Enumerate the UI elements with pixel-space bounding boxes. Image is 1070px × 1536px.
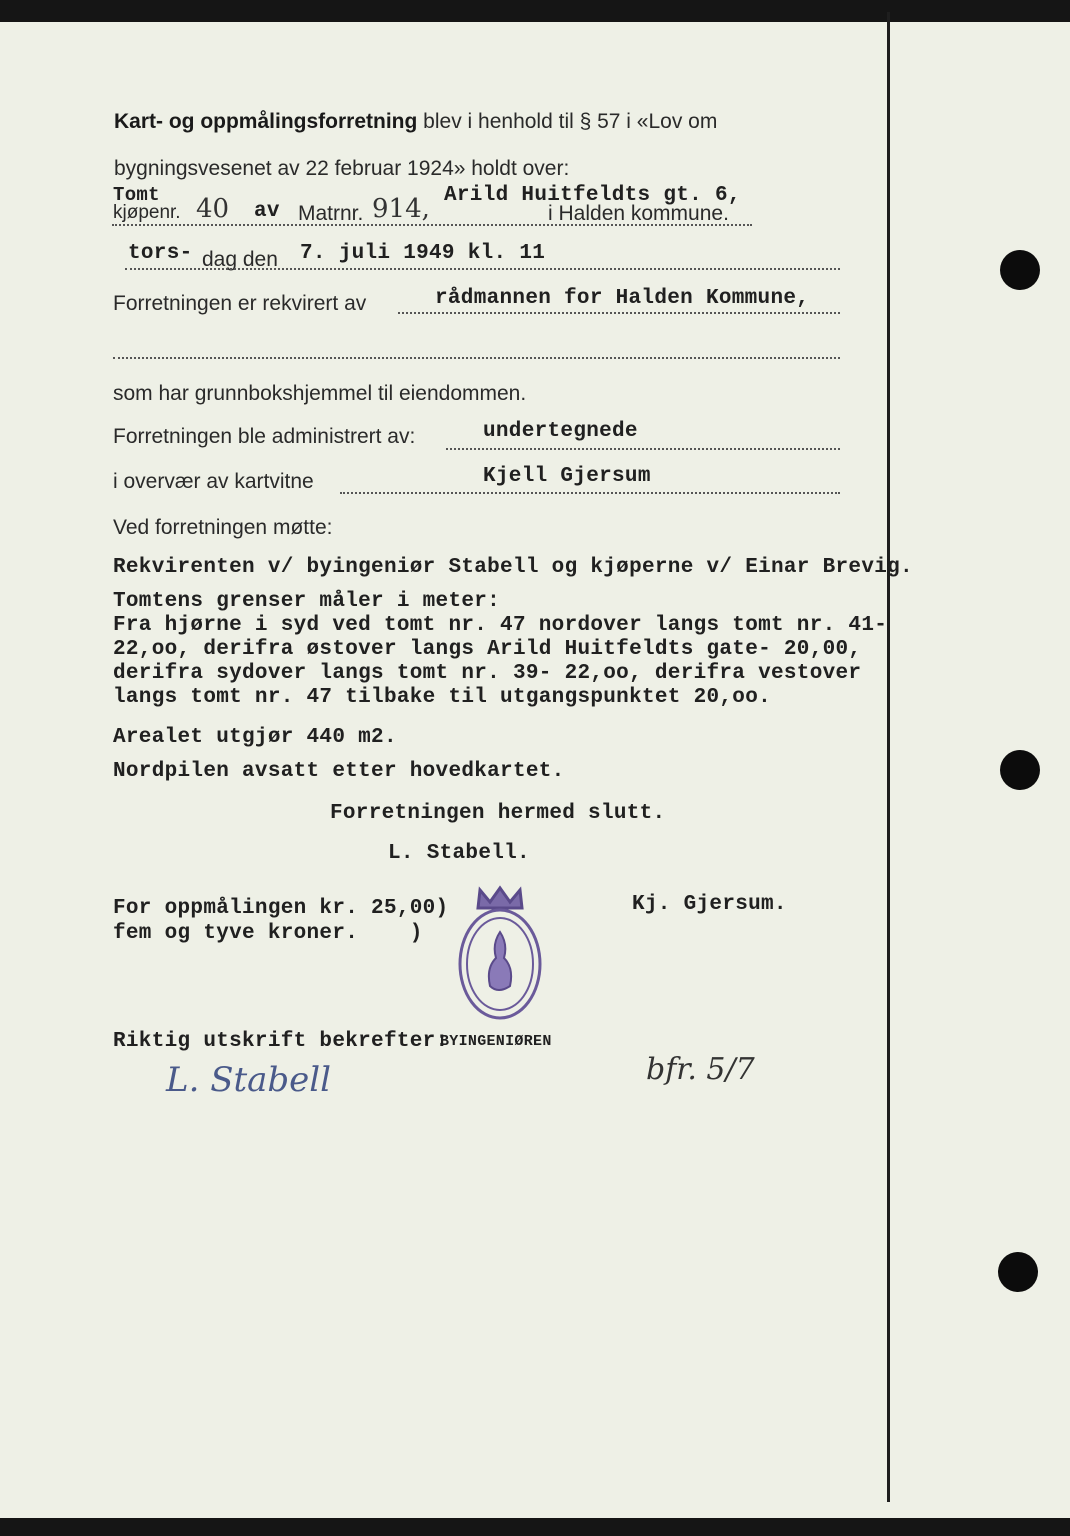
header-line-1 [114, 110, 717, 134]
kartvitne-label: i overvær av kartvitne [113, 470, 314, 493]
body-line: Fra hjørne i syd ved tomt nr. 47 nordover langs tomt nr. 41- [113, 614, 888, 637]
dotted-line [125, 268, 840, 270]
scan-bottom-band [0, 1518, 1070, 1536]
handwritten-signature: L. Stabell [166, 1060, 332, 1100]
body-line: Nordpilen avsatt etter hovedkartet. [113, 760, 565, 783]
scan-top-band [0, 0, 1070, 22]
kartvitne-value: Kjell Gjersum [483, 465, 651, 488]
address-value: Arild Huitfeldts gt. 6, [444, 184, 741, 207]
dotted-line [112, 224, 752, 226]
body-line: 22,oo, derifra østover langs Arild Huitfeldts gate- 20,00, [113, 638, 862, 661]
punch-hole-icon [1000, 250, 1040, 290]
punch-hole-icon [1000, 750, 1040, 790]
fee-line-1: For oppmålingen kr. 25,00) [113, 897, 449, 920]
margin-rule [887, 12, 890, 1502]
administrert-value: undertegnede [483, 420, 638, 443]
header-intro-rest: blev i henhold til § 57 i «Lov om [423, 110, 718, 133]
dotted-line [340, 492, 840, 494]
header-line-2: bygningsvesenet av 22 februar 1924» holdt over: [114, 157, 570, 180]
kjopenr-label: kjøpenr. [113, 202, 181, 223]
stamp-text: BYINGENIØREN [440, 1033, 552, 1050]
fee-line-2: fem og tyve kroner. ) [113, 922, 423, 945]
motte-label: Ved forretningen møtte: [113, 516, 333, 539]
punch-hole-icon [998, 1252, 1038, 1292]
av-label: av [254, 200, 280, 223]
rekvirert-label: Forretningen er rekvirert av [113, 292, 367, 315]
dotted-line [398, 312, 840, 314]
signer-name: L. Stabell. [388, 842, 530, 865]
body-line: derifra sydover langs tomt nr. 39- 22,oo, derifra vestover [113, 662, 862, 685]
handwritten-note: bfr. 5/7 [646, 1052, 755, 1087]
tomt-label: Tomt [113, 184, 160, 206]
date-value: 7. juli 1949 kl. 11 [300, 242, 546, 265]
body-line: Rekvirenten v/ byingeniør Stabell og kjøperne v/ Einar Brevig. [113, 556, 913, 579]
weekday-value: tors- [128, 242, 193, 265]
body-line: Arealet utgjør 440 m2. [113, 726, 397, 749]
riktig-utskrift: Riktig utskrift bekrefter: [113, 1030, 449, 1053]
witness-signer: Kj. Gjersum. [632, 893, 787, 916]
grunnbok-text: som har grunnbokshjemmel til eiendommen. [113, 382, 527, 405]
body-line: Tomtens grenser måler i meter: [113, 590, 501, 613]
matrnr-value: 914, [372, 194, 430, 224]
closing-line: Forretningen hermed slutt. [330, 802, 666, 825]
dotted-line [446, 448, 840, 450]
kjopenr-value: 40 [196, 194, 230, 224]
matrnr-label: Matrnr. [298, 202, 364, 225]
administrert-label: Forretningen ble administrert av: [113, 425, 416, 448]
kommune-text: i Halden kommune. [548, 202, 729, 225]
header-bold-title: Kart- og oppmålingsforretning [114, 110, 418, 133]
municipal-seal-icon [450, 882, 550, 1032]
body-line: langs tomt nr. 47 tilbake til utgangspunktet 20,oo. [113, 686, 772, 709]
dag-den-label: dag den [202, 248, 278, 271]
dotted-line [113, 357, 840, 359]
rekvirert-value: rådmannen for Halden Kommune, [435, 287, 810, 310]
